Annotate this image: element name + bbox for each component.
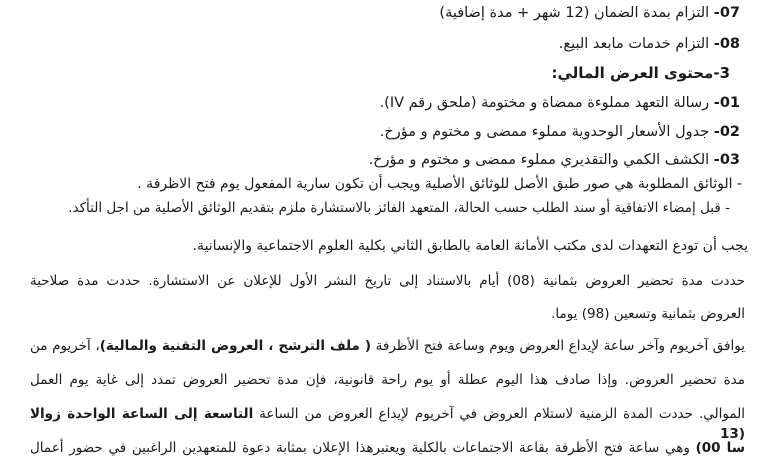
- paragraph-line: العروض بثمانية وتسعين (98) يوما.: [551, 306, 745, 322]
- list-item: [559, 34, 740, 54]
- item-number: -03: [713, 152, 740, 168]
- paragraph-line: [30, 336, 745, 356]
- note-line: - قبل إمضاء الاتفاقية أو سند الطلب حسب الحالة، المتعهد الفائز بالاستشارة ملزم بتقديم الوثائق الأصلية من اجل التأكد.: [68, 200, 730, 216]
- list-item: [369, 150, 740, 170]
- item-number: -07: [713, 5, 740, 21]
- paragraph-line: حددت مدة تحضير العروض بثمانية (08) أيام بالاستناد إلى تاريخ النشر الأول للإعلان عن الاستشارة. حددت مدة صلاحية: [30, 273, 746, 289]
- text-segment-bold: ( ملف الترشح ، العروض التقنية والمالية): [99, 338, 372, 354]
- text-segment: ، آخريوم من: [30, 338, 100, 354]
- text-segment: وهي ساعة فتح الأظرفة بقاعة الاجتماعات بالكلية ويعتبرهذا الإعلان بمثابة دعوة للمتعهدين الراغبين في حضور أعمال: [30, 440, 696, 456]
- paragraph-line: مدة تحضير العروض. وإذا صادف هذا اليوم عطلة أو يوم راحة قانونية، فإن مدة تحضير العروض تمدد إلى غاية يوم العمل: [30, 372, 745, 388]
- text-segment: الموالي. حددت المدة الزمنية لاستلام العروض في آخريوم لإيداع العروض من الساعة: [253, 406, 745, 422]
- text-segment: يوافق آخريوم وآخر ساعة لإيداع العروض ويوم وساعة فتح الأظرفة: [371, 338, 745, 354]
- list-item: [380, 122, 740, 142]
- item-text: الكشف الكمي والتقديري مملوء ممضى و مختوم و مؤرخ.: [368, 152, 710, 168]
- paragraph-line: [30, 438, 745, 458]
- paragraph-line: يجب أن تودع التعهدات لدى مكتب الأمانة العامة بالطابق الثاني بكلية العلوم الاجتماعية والإنسانية.: [192, 238, 748, 254]
- list-item: [380, 93, 740, 113]
- item-text: جدول الأسعار الوحدوية مملوء ممضى و مختوم و مؤرخ.: [379, 124, 710, 140]
- item-number: -08: [713, 36, 740, 52]
- item-text: رسالة التعهد مملوءة ممضاة و مختومة (ملحق رقم IV).: [379, 95, 710, 111]
- text-segment-bold: سا 00): [695, 440, 745, 456]
- item-number: -01: [713, 95, 740, 111]
- item-number: -02: [713, 124, 740, 140]
- item-text: التزام بمدة الضمان (12 شهر + مدة إضافية): [439, 5, 710, 21]
- note-line: - الوثائق المطلوبة هي صور طبق الأصل للوثائق الأصلية ويجب أن تكون سارية المفعول يوم فتح الاظرفة .: [137, 176, 742, 192]
- text-segment-bold: التاسعة إلى الساعة الواحدة زوالا (13: [30, 406, 745, 442]
- list-item: [439, 3, 740, 23]
- section-heading: 3-محتوى العرض المالي:: [551, 64, 730, 82]
- item-text: التزام خدمات مابعد البيع.: [558, 36, 710, 52]
